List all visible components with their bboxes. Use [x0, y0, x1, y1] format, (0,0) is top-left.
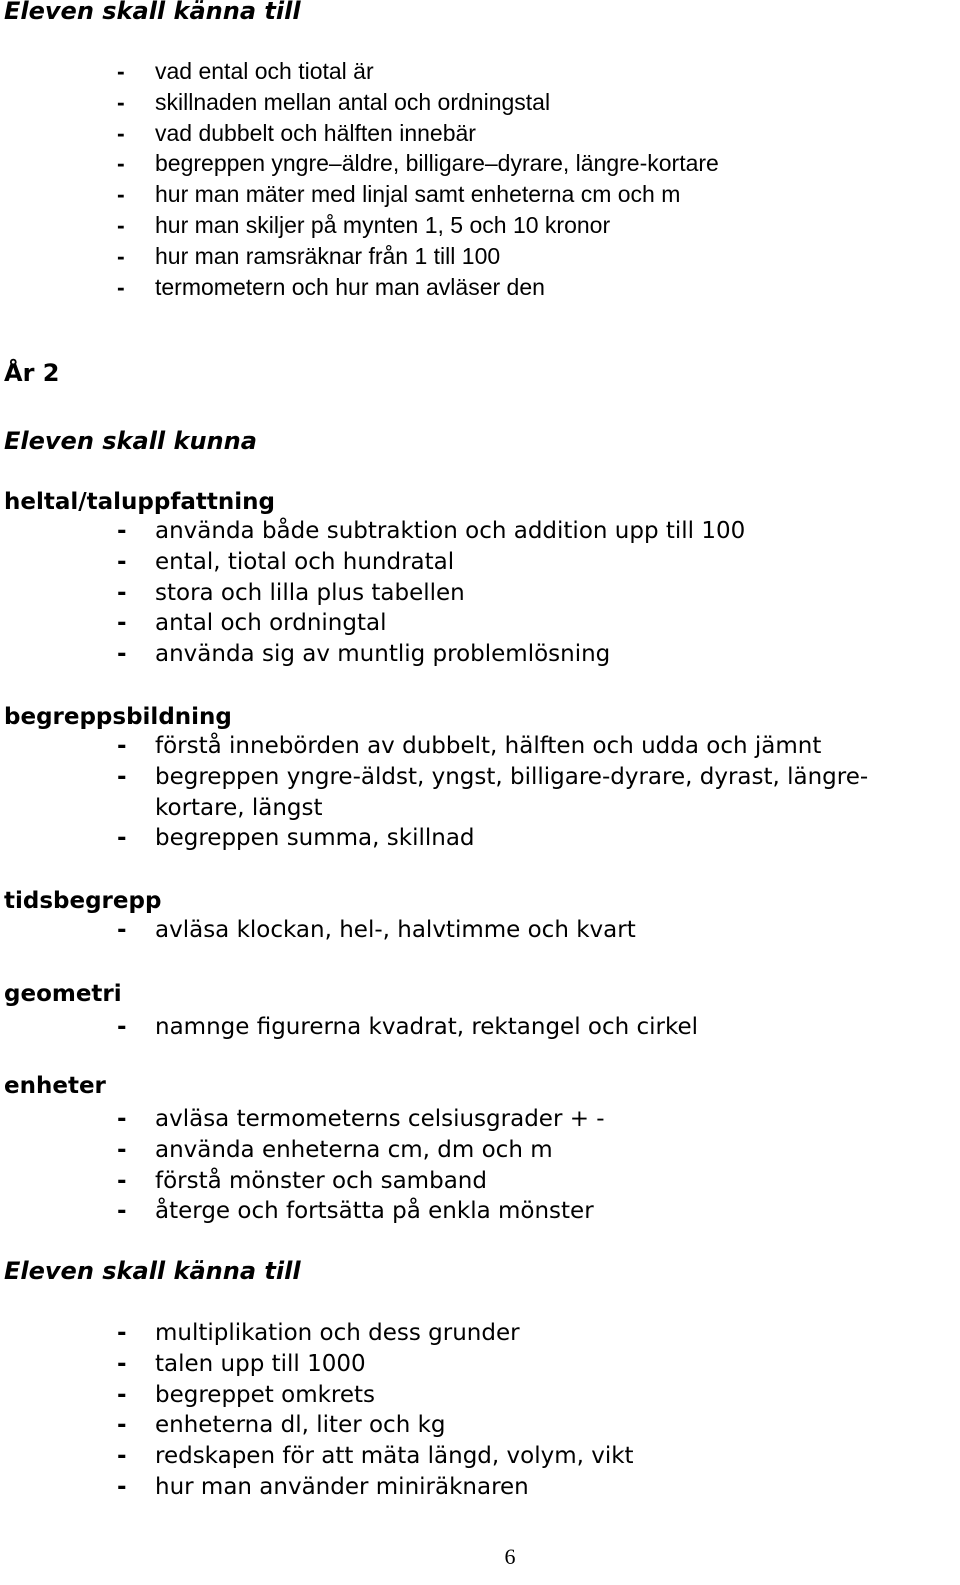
dash-bullet: -	[117, 1320, 127, 1346]
group-title-begreppsbildning: begreppsbildning	[4, 704, 232, 730]
list-item	[0, 1472, 950, 1503]
year-heading: År 2	[4, 359, 60, 387]
list-item-text: termometern och hur man avläser den	[155, 273, 545, 300]
list-item-text: begreppen yngre-äldst, yngst, billigare-dyrare, dyrast, längre-kortare, längst	[155, 763, 869, 821]
list-item-text: förstå innebörden av dubbelt, hälften och udda och jämnt	[155, 733, 822, 759]
list-item-text: multiplikation och dess grunder	[155, 1320, 520, 1346]
dash-bullet: -	[117, 150, 125, 177]
dash-bullet: -	[117, 610, 127, 637]
list-item-text: enheterna dl, liter och kg	[155, 1412, 446, 1439]
dash-bullet: -	[117, 1014, 127, 1040]
group-title-enheter: enheter	[4, 1073, 106, 1099]
list-item-text: avläsa klockan, hel-, halvtimme och kvart	[155, 917, 636, 943]
list-item-text: ental, tiotal och hundratal	[155, 548, 455, 575]
group-title-heltal: heltal/taluppfattning	[4, 489, 275, 515]
list-item	[0, 823, 950, 854]
list-item	[0, 731, 950, 762]
dash-bullet: -	[117, 181, 125, 208]
dash-bullet: -	[117, 1381, 127, 1408]
dash-bullet: -	[117, 763, 127, 790]
list-item-text: begreppen summa, skillnad	[155, 825, 475, 852]
list-item	[0, 547, 950, 578]
dash-bullet: -	[117, 518, 127, 544]
list-item-text: namnge figurerna kvadrat, rektangel och cirkel	[155, 1014, 699, 1040]
dash-bullet: -	[117, 1136, 127, 1163]
list-item	[0, 241, 950, 272]
list-item-text: förstå mönster och samband	[155, 1167, 487, 1194]
list-item	[0, 1380, 950, 1411]
list-item	[0, 915, 950, 946]
list-item	[0, 1104, 950, 1135]
group-list-enheter	[0, 1104, 950, 1227]
list-item-text: stora och lilla plus tabellen	[155, 579, 465, 606]
section-heading-know-2: Eleven skall känna till	[4, 1257, 301, 1285]
list-item	[0, 210, 950, 241]
list-item-text: hur man ramsräknar från 1 till 100	[155, 242, 501, 269]
dash-bullet: -	[117, 1350, 127, 1377]
list-item-text: begreppen yngre–äldre, billigare–dyrare, längre-kortare	[155, 150, 719, 177]
list-item	[0, 118, 950, 149]
dash-bullet: -	[117, 641, 127, 668]
group-title-tidsbegrepp: tidsbegrepp	[4, 888, 162, 914]
list-item	[0, 1441, 950, 1472]
list-item	[0, 148, 950, 179]
list-item-text: redskapen för att mäta längd, volym, vikt	[155, 1443, 634, 1470]
dash-bullet: -	[117, 273, 125, 300]
list-item	[0, 272, 950, 303]
group-list-begreppsbildning	[0, 731, 950, 854]
dash-bullet: -	[117, 825, 127, 852]
dash-bullet: -	[117, 1443, 127, 1470]
section-heading-know-1: Eleven skall känna till	[4, 0, 301, 25]
dash-bullet: -	[117, 119, 125, 146]
list-item-text: hur man mäter med linjal samt enheterna cm och m	[155, 181, 681, 208]
know-list-2	[0, 1318, 950, 1503]
dash-bullet: -	[117, 1198, 127, 1225]
list-item-text: skillnaden mellan antal och ordningstal	[155, 88, 551, 115]
list-item-text: hur man använder miniräknaren	[155, 1473, 529, 1500]
group-list-heltal	[0, 516, 950, 670]
list-item	[0, 1196, 950, 1227]
list-item-text: använda både subtraktion och addition upp till 100	[155, 518, 746, 544]
group-list-geometri	[0, 1012, 950, 1043]
dash-bullet: -	[117, 548, 127, 575]
dash-bullet: -	[117, 211, 125, 238]
list-item	[0, 87, 950, 118]
dash-bullet: -	[117, 1106, 127, 1132]
list-item-text: antal och ordningtal	[155, 610, 387, 637]
dash-bullet: -	[117, 242, 125, 269]
list-item-text: vad dubbelt och hälften innebär	[155, 119, 476, 146]
list-item	[0, 762, 950, 824]
page-number: 6	[504, 1544, 516, 1569]
list-item	[0, 1012, 950, 1043]
dash-bullet: -	[117, 579, 127, 606]
list-item	[0, 56, 950, 87]
list-item-text: vad ental och tiotal är	[155, 58, 374, 84]
dash-bullet: -	[117, 1412, 127, 1439]
dash-bullet: -	[117, 917, 127, 943]
list-item-text: hur man skiljer på mynten 1, 5 och 10 kronor	[155, 211, 611, 238]
list-item-text: avläsa termometerns celsiusgrader + -	[155, 1106, 605, 1132]
list-item	[0, 179, 950, 210]
list-item-text: använda enheterna cm, dm och m	[155, 1136, 553, 1163]
list-item	[0, 1166, 950, 1197]
list-item-text: återge och fortsätta på enkla mönster	[155, 1198, 594, 1225]
group-title-geometri: geometri	[4, 981, 122, 1007]
list-item	[0, 516, 950, 547]
dash-bullet: -	[117, 733, 127, 759]
list-item	[0, 578, 950, 609]
list-item-text: använda sig av muntlig problemlösning	[155, 641, 611, 668]
dash-bullet: -	[117, 58, 125, 84]
section-heading-can: Eleven skall kunna	[4, 427, 257, 455]
list-item	[0, 608, 950, 639]
list-item	[0, 1135, 950, 1166]
dash-bullet: -	[117, 88, 125, 115]
dash-bullet: -	[117, 1473, 127, 1500]
list-item	[0, 1410, 950, 1441]
list-item-text: talen upp till 1000	[155, 1350, 366, 1377]
know-list-1	[0, 56, 950, 302]
list-item	[0, 1349, 950, 1380]
dash-bullet: -	[117, 1167, 127, 1194]
list-item-text: begreppet omkrets	[155, 1381, 376, 1408]
list-item	[0, 639, 950, 670]
group-list-tidsbegrepp	[0, 915, 950, 946]
list-item	[0, 1318, 950, 1349]
